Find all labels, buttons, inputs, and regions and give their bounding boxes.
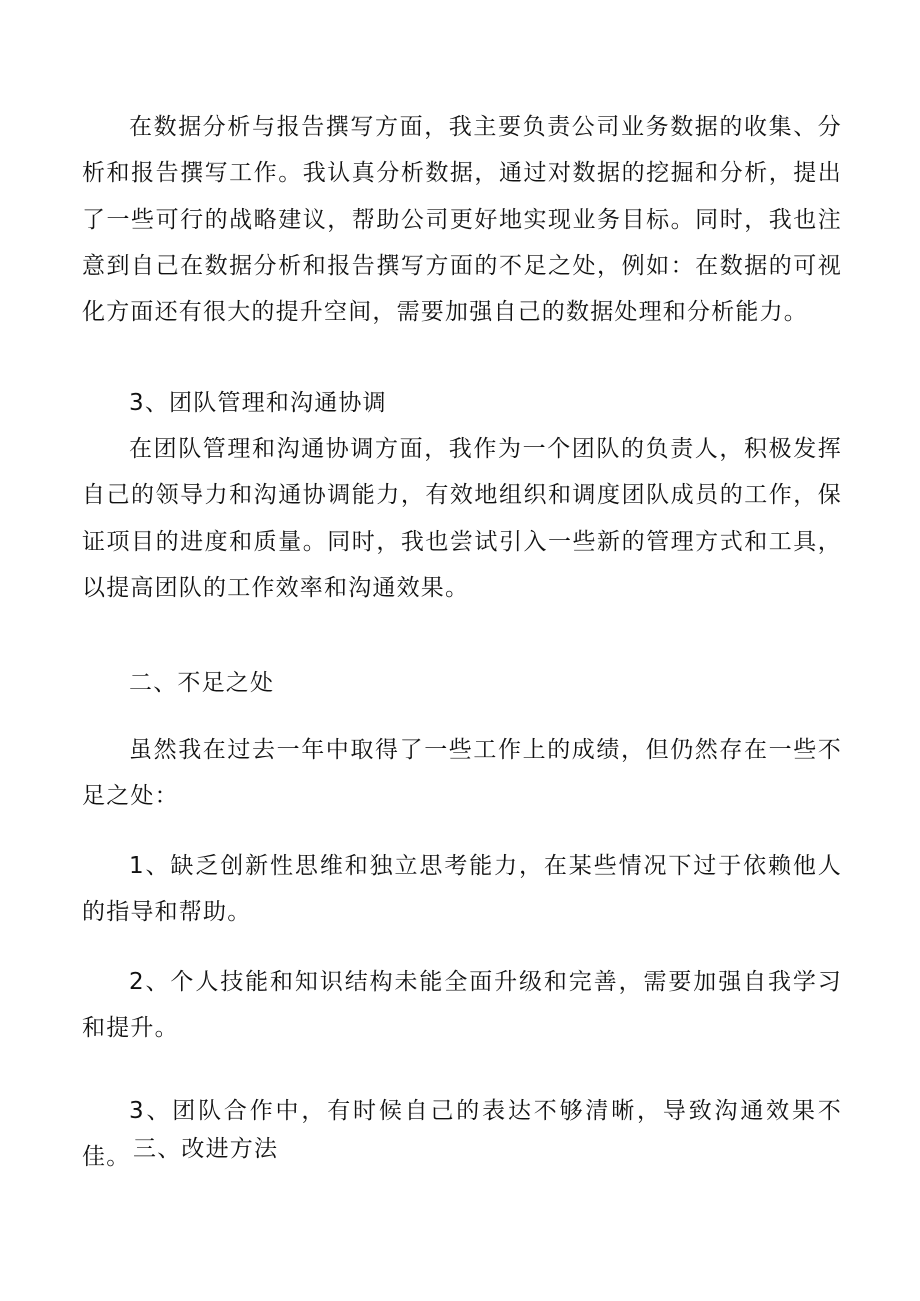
paragraph-shortcomings-intro: 虽然我在过去一年中取得了一些工作上的成绩，但仍然存在一些不足之处：: [82, 737, 842, 810]
heading-team-management: 3、团队管理和沟通协调: [129, 390, 387, 416]
list-item-shortcoming-1: 1、缺乏创新性思维和独立思考能力，在某些情况下过于依赖他人的指导和帮助。: [82, 853, 842, 926]
list-item-shortcoming-3: 3、团队合作中，有时候自己的表达不够清晰，导致沟通效果不佳。: [82, 1098, 842, 1171]
heading-shortcomings: 二、不足之处: [129, 670, 275, 696]
heading-improvement-methods: 三、改进方法: [133, 1136, 279, 1162]
paragraph-team-management: 在团队管理和沟通协调方面，我作为一个团队的负责人，积极发挥自己的领导力和沟通协调能力，有效地组织和调度团队成员的工作，保证项目的进度和质量。同时，我也尝试引入一些新的管理方式和工具，以提高团队的工作效率和沟通效果。: [82, 436, 842, 601]
list-item-shortcoming-2: 2、个人技能和知识结构未能全面升级和完善，需要加强自我学习和提升。: [82, 969, 842, 1042]
paragraph-data-analysis: 在数据分析与报告撰写方面，我主要负责公司业务数据的收集、分析和报告撰写工作。我认真分析数据，通过对数据的挖掘和分析，提出了一些可行的战略建议，帮助公司更好地实现业务目标。同时，我也注意到自己在数据分析和报告撰写方面的不足之处，例如：在数据的可视化方面还有很大的提升空间，需要加强自己的数据处理和分析能力。: [82, 114, 842, 326]
